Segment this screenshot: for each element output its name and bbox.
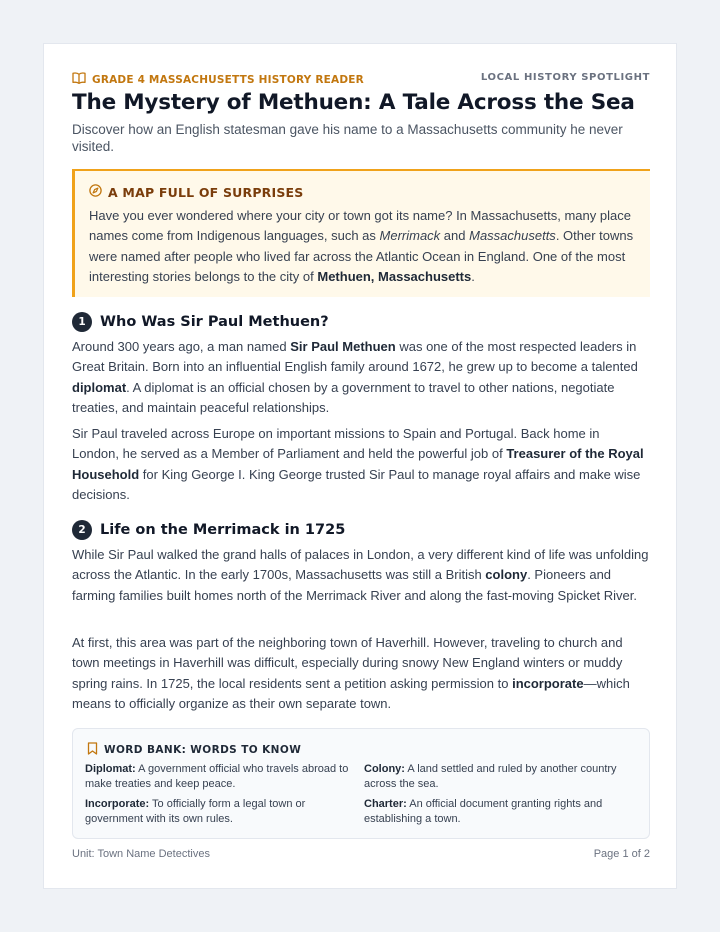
page-number: Page 1 of 2 [593,848,650,860]
section-number-badge: 2 [72,520,92,540]
term-merrimack: Merrimack [379,228,441,244]
grade-label [72,72,364,87]
term-massachusetts: Massachusetts [469,228,556,244]
word-bank-heading-text: WORD BANK: WORDS TO KNOW [104,744,302,756]
section-title: Life on the Merrimack in 1725 [100,522,346,538]
word-bank [72,728,650,839]
section-2-paragraph-2: At first, this area was part of the neighboring town of Haverhill. However, traveling to church and town meetings in Haverhill was difficult, especially during snowy New England winters or muddy spring rains. In 1725, the local residents sent a petition asking permission to incorporate—which means to officially organize as their own separate town. [72,635,630,711]
grade-label-text: GRADE 4 MASSACHUSETTS HISTORY READER [92,73,364,86]
intro-callout [72,169,650,297]
word-bank-heading [87,742,301,758]
unit-label: Unit: Town Name Detectives [72,848,210,860]
top-bar [72,72,650,86]
compass-icon [89,184,102,200]
section-1-heading [72,312,329,332]
page-subtitle: Discover how an English statesman gave his name to a Massachusetts community he never visited. [72,122,623,154]
word-bank-item: Colony: A land settled and ruled by another country across the sea. [364,763,617,790]
term-methuen: Methuen, Massachusetts [317,268,472,284]
section-1-paragraph-1: Around 300 years ago, a man named Sir Paul Methuen was one of the most respected leaders in Great Britain. Born into an influential English family around 1672, he grew up to become a talented diplomat. A diplomat is an official chosen by a government to travel to other nations, negotiate treaties, and maintain peaceful relationships. [72,339,638,415]
section-1-paragraph-2: Sir Paul traveled across Europe on important missions to Spain and Portugal. Back home in London, he served as a Member of Parliament and held the powerful job of Treasurer of the Royal Household for King George I. King George trusted Sir Paul to manage royal affairs and make wise decisions. [72,426,644,502]
section-title: Who Was Sir Paul Methuen? [100,314,329,330]
callout-heading-text: A MAP FULL OF SURPRISES [108,184,304,200]
callout-text: Have you ever wondered where your city or town got its name? In Massachusetts, many place names come from Indigenous languages, such as Merrimack and Massachusetts. Other towns were named after people who lived far across the Atlantic Ocean in England. One of the most interesting stories belongs to the city of Methuen, Massachusetts. [89,208,634,284]
section-number-badge: 1 [72,312,92,332]
word-bank-item: Charter: An official document granting rights and establishing a town. [364,798,603,825]
worksheet-page [43,43,677,889]
word-bank-item: Incorporate: To officially form a legal town or government with its own rules. [85,798,306,825]
word-bank-item: Diplomat: A government official who travels abroad to make treaties and keep peace. [85,763,349,790]
section-2-paragraph-1: While Sir Paul walked the grand halls of palaces in London, a very different kind of life was unfolding across the Atlantic. In the early 1700s, Massachusetts was still a British colony. Pioneers and farming families built homes north of the Merrimack River and along the fast-moving Spicket River. [72,547,649,603]
section-2-heading [72,520,345,540]
callout-heading [89,184,304,200]
bookmark-icon [87,742,98,758]
spotlight-label: LOCAL HISTORY SPOTLIGHT [480,72,650,83]
book-icon [72,72,86,87]
page-title: The Mystery of Methuen: A Tale Across the Sea [72,90,635,115]
